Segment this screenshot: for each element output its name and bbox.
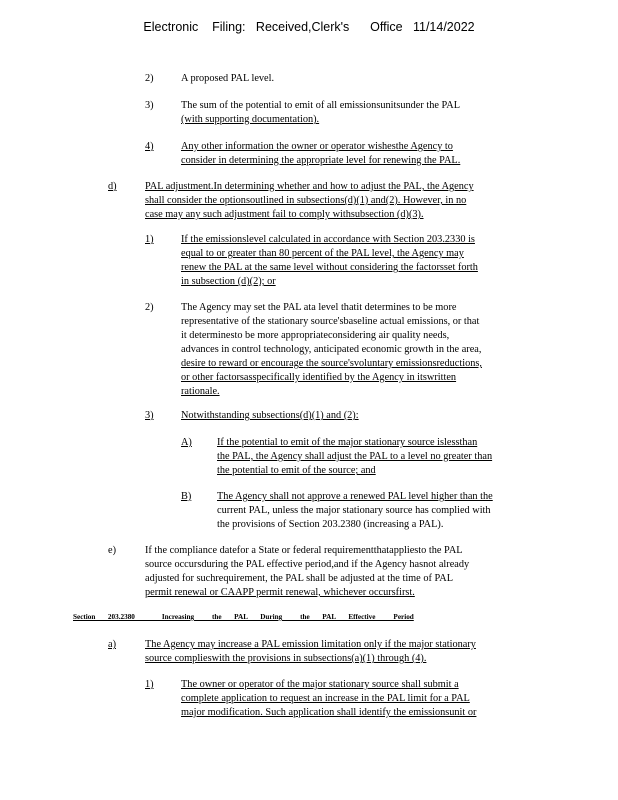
- text-line: The Agency may increase a PAL emission limitation only if the major stationary: [145, 639, 476, 650]
- paragraph-emissions-level: [181, 233, 478, 289]
- item-marker: 1): [145, 234, 154, 245]
- paragraph-pal-adjustment: [145, 180, 474, 222]
- item-marker: A): [181, 437, 192, 448]
- item-marker: 4): [145, 141, 154, 152]
- text-line: the provisions of Section 203.2380 (increasing a PAL).: [217, 519, 444, 530]
- item-marker: 2): [145, 73, 154, 84]
- text-line: the PAL, the Agency shall adjust the PAL to a level no greater than: [217, 451, 493, 462]
- text-line: representative of the stationary source'sbaseline actual emissions, or that: [181, 316, 480, 327]
- text-line: advances in control technology, anticipated economic growth in the area,: [181, 344, 482, 355]
- text-line: If the potential to emit of the major stationary source islessthan: [217, 437, 478, 448]
- text-line: source complieswith the provisions in subsections(a)(1) through (4).: [145, 653, 427, 664]
- paragraph-adjust-pal: [217, 436, 492, 478]
- text-line: If the compliance datefor a State or federal requirementthatappliesto the PAL: [145, 545, 463, 556]
- text-line: case may any such adjustment fail to comply withsubsection (d)(3).: [145, 209, 424, 220]
- text-line: consider in determining the appropriate level for renewing the PAL.: [181, 155, 461, 166]
- item-marker: a): [108, 639, 116, 650]
- paragraph-compliance-date: [145, 544, 469, 600]
- text-line: (with supporting documentation).: [181, 114, 320, 125]
- text-line: renew the PAL at the same level without considering the factorsset forth: [181, 262, 478, 273]
- paragraph-increase-pal: [145, 638, 476, 666]
- item-marker: e): [108, 545, 116, 556]
- text-line: current PAL, unless the major stationary source has complied with: [217, 505, 491, 516]
- text-line: If the emissionslevel calculated in accordance with Section 203.2330 is: [181, 234, 475, 245]
- text-line: Any other information the owner or operator wishesthe Agency to: [181, 141, 453, 152]
- text-line: A proposed PAL level.: [181, 73, 275, 84]
- text-line: the potential to emit of the source; and: [217, 465, 376, 476]
- item-marker: 1): [145, 679, 154, 690]
- paragraph-notwithstanding: [181, 409, 359, 423]
- filing-stamp-header: Electronic Filing: Received,Clerk's Office 11/14/2022: [143, 20, 475, 34]
- text-line: permit renewal or CAAPP permit renewal, whichever occursfirst.: [145, 587, 415, 598]
- item-marker: d): [108, 181, 117, 192]
- paragraph-agency-set-level: [181, 301, 482, 399]
- paragraph-owner-submit: [181, 678, 476, 720]
- text-line: The sum of the potential to emit of all emissionsunitsunder the PAL: [181, 100, 461, 111]
- paragraph-proposed-pal: [181, 72, 274, 86]
- text-line: complete application to request an increase in the PAL limit for a PAL: [181, 693, 470, 704]
- text-line: equal to or greater than 80 percent of the PAL level, the Agency may: [181, 248, 464, 259]
- text-line: in subsection (d)(2); or: [181, 276, 276, 287]
- text-line: desire to reward or encourage the source'svoluntary emissionsreductions,: [181, 358, 482, 369]
- text-line: or other factorsasspecifically identified by the Agency in itswritten: [181, 372, 457, 383]
- text-line: rationale.: [181, 386, 220, 397]
- section-heading: Section 203.2380 Increasing the PAL During the PAL Effective Period: [73, 613, 414, 621]
- item-marker: 2): [145, 302, 154, 313]
- text-line: it determinesto be more appropriateconsidering air quality needs,: [181, 330, 450, 341]
- text-line: major modification. Such application shall identify the emissionsunit or: [181, 707, 477, 718]
- paragraph-sum-potential: [181, 99, 460, 127]
- item-marker: 3): [145, 100, 154, 111]
- item-marker: 3): [145, 410, 154, 421]
- text-line: PAL adjustment.In determining whether and how to adjust the PAL, the Agency: [145, 181, 474, 192]
- item-marker: B): [181, 491, 192, 502]
- text-line: The Agency shall not approve a renewed PAL level higher than the: [217, 491, 493, 502]
- text-line: The owner or operator of the major stationary source shall submit a: [181, 679, 459, 690]
- paragraph-other-information: [181, 140, 460, 168]
- text-line: shall consider the optionsoutlined in subsections(d)(1) and(2). However, in no: [145, 195, 467, 206]
- paragraph-renewed-pal: [217, 490, 493, 532]
- text-line: adjusted for suchrequirement, the PAL shall be adjusted at the time of PAL: [145, 573, 453, 584]
- text-line: Notwithstanding subsections(d)(1) and (2):: [181, 410, 359, 421]
- text-line: The Agency may set the PAL ata level thatit determines to be more: [181, 302, 457, 313]
- text-line: source occursduring the PAL effective period,and if the Agency hasnot already: [145, 559, 470, 570]
